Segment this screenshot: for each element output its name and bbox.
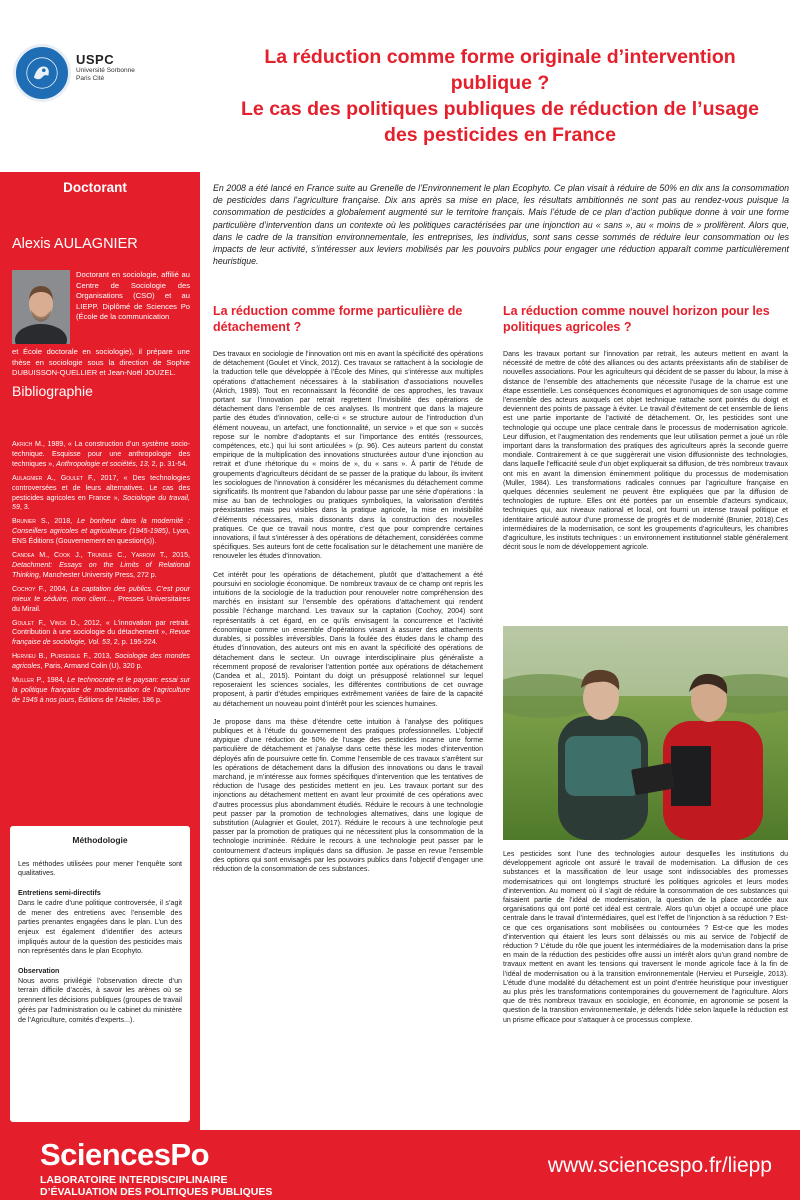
left-paragraph-2: Cet intérêt pour les opérations de détachement, plutôt que d’attachement a été poursuivi en sociologie économique. De nombreux travaux de ce champ ont repris les intuitions de la sociologie de la traduction pour renouveler notre compréhension des marchés en insistant sur l’ensemble des opérations d’attachement qui rendent possible l’échange marchand. Les travaux sur la captation (Cochoy, 2004) sont représentatifs à cet égard, en ce qu’ils envisagent la concurrence et l’activité économique comme un ensemble d’opérations visant à assurer des attachements durables, si possibles irréversibles. Dans la foulée des études dans le champ des études d’innovation, des auteurs ont mis en avant la spécificité des opérations de détachement dans le secteur. Un ouvrage interdisciplinaire plus généraliste a récemment proposé de revaloriser l’attention portée aux opérations de détachement (Candea et al., 2015). Pointant du doigt un présupposé relationnel sur lequel reposeraient les sciences sociales, les différentes contributions de cet ouvrage proposent, à partir d’études empiriques extrêmement variées de faire de la capacité au détachement un nouveau point d’intérêt pour les sciences humaines. [213,571,483,708]
biblio-post: , Éditions de l’Atelier, 186 p. [74,695,162,704]
bibliography-list [12,440,190,710]
biblio-authors: Hervieu B., Purseigle F. [12,652,89,661]
title-line-1: La réduction comme forme originale d’intervention [264,46,736,68]
sciencespo-logo: SciencesPo [40,1137,210,1172]
biblio-pre: , 2018, [47,517,78,526]
uspc-line2: Paris Cité [76,75,105,82]
left-column-heading: La réduction comme forme particulière de détachement ? [213,304,463,334]
biblio-pre: , 2017, « Des technologies controversées et de leurs alternatives. Le cas des pesticides agricoles en France », [12,473,191,502]
title-line-2: publique ? [450,72,550,94]
right-column-heading: La réduction comme nouvel horizon pour les politiques agricoles ? [503,304,770,334]
biblio-post: , Presses Universitaires du Mirail. [12,594,190,613]
biblio-authors: Candea M., Cook J., Trundle C., Yarrow T. [12,551,166,560]
biblio-title: Detachment: Essays on the Limits of Relational Thinking [12,560,190,579]
biblio-post: , 3. [19,503,30,512]
biblio-title: La captation des publics. C’est pour mieux te séduire, mon client… [12,584,190,603]
biblio-title: Sociologie des mondes agricoles [12,652,190,671]
author-bio-part2: et École doctorale en sociologie), il prépare une thèse en sociologie sous la direction de Sophie DUBUISSON-QUELLIER et Jean-Noël JOUZEL. [12,347,190,377]
biblio-entry [12,440,190,470]
uspc-mark: USPC [76,52,115,67]
title-line-3: Le cas des politiques publiques de réduction de l’usage [241,98,759,120]
biblio-title: Revue française de sociologie, Vol. 53 [12,628,190,647]
biblio-post: , 2, p. 195-224. [109,638,158,647]
intro-paragraph: En 2008 a été lancé en France suite au Grenelle de l’Environnement le plan Ecophyto. Ce plan visait à réduire de 50% en dix ans la consommation de pesticides dans l’agriculture française. Dix ans après sa mise en place, les résultats ambitionnés ne sont pas au rendez-vous puisque la consommation de pesticides a globalement augmenté sur le territoire français. Mais l’étude de ce plan d’action publique donne à voir une forme particulière d’intervention dans un contexte où les politiques caractérisées par une injonction au « sans », au « moins de » prolifèrent. Alors que, dans le cadre de la transition environnementale, les entreprises, les individus, sont sans cesse sommés de réduire leur consommation ou les impacts de leur activité, s’intéresser aux leviers mobilisés par les pouvoirs publics pour engager une réduction apparaît comme particulièrement heuristique. [213,183,789,267]
poster-header [0,0,800,172]
seal-icon [16,47,68,99]
biblio-post: , Lyon, ENS Éditions (Gouvernement en question(s)). [12,527,190,546]
methodology-sub-interviews: Entretiens semi-directifs [18,889,101,898]
left-column-body [213,350,483,883]
biblio-pre: , 2012, « L’innovation par retrait. Contribution à une sociologie du détachement », [12,618,190,637]
biblio-pre: , 2015, [165,551,190,560]
poster-footer [0,1130,800,1200]
biblio-post: , 2, p. 31-54. [147,459,188,468]
title-line-4: des pesticides en France [384,124,616,146]
biblio-authors: Brunier S. [12,517,48,526]
farmers-photo [503,626,788,840]
author-sidebar [0,172,200,1130]
biblio-authors: Akrich M. [12,440,43,448]
right-paragraph-1: Dans les travaux portant sur l’innovation par retrait, les auteurs mettent en avant la nécessité de mettre de côté des alliances ou des actants préexistants afin de stabiliser de nouvelles associations. Pour les agriculteurs qui décident de se passer du labour, la mise à distance de l’ensemble des attachements que nécessite l’usage de la charrue est une étape essentielle. Les conséquences économiques et agronomiques de son usage comme l’ensemble des acteurs auxquels cet objet technique rattache sont pointés du doigt et deviennent des points de passage à éviter. Le travail d’évitement de cet ensemble de liens est une partie importante de l’activité de détachement. Or, les pesticides sont une technologie qui occupe une place centrale dans le processus de modernisation agricole. Leur diffusion, et l’augmentation des rendements que leur utilisation permet a joué un rôle important dans la transformation des pratiques des agriculteurs après la seconde guerre mondiale. Contrairement à ce que suggèrerait une vision diffusionniste des technologies, dans laquelle l’efficacité seule d’un objet expliquerait sa diffusion, de très nombreux travaux ont mis en avant la dimension éminemment politique du processus de modernisation (Muller, 1984). Les transformations radicales connues par l’agriculture française en quelques décennies seulement ne peuvent être expliquées que par la diffusion de technologies de rupture. Elles ont été portées par un ensemble d’acteurs syndicaux, techniques qui, aux niveaux national et local, ont fourni un intense travail politique et identitaire articulé autour d’une promesse de progrès et de modernité (Brunier, 2018).Ces intermédiaires de la modernisation, ce sont les groupements d’agriculteurs, les chambres d’agriculture, les instituts techniques : un environnement institutionnel stable généralement décrit sous le nom de développement agricole. [503,351,788,552]
poster-title [200,44,800,148]
left-paragraph-1: Des travaux en sociologie de l’innovation ont mis en avant la spécificité des opérations de détachement (Goulet et Vinck, 2012). Ces travaux se rattachent à la sociologie de la traduction telle que développée à l’École des Mines, qui s’intéresse aux multiples opérations d’attachement nécessaires à la stabilisation d’associations nouvelles (Akrich, 1989). Tout en reconnaissant la fécondité de ces approches, les travaux portant sur l’innovation par retrait regrettent l’invisibilité des opérations de détachement dans l’ensemble de ces analyses. Ils montrent que dans la majeure partie des études d’innovation, celle-ci « se structure autour de l’introduction d’un élément nouveau, un artefact, une fonctionnalité, un service » et que son « succès repose sur le nombre d’adoptants et sur l’importance des entités (ressources, compétences, etc.) qui lui sont articulées » (p. 96). Ces auteurs partent du constat empirique de la multiplication des innovations structurées autour d’une injonction au retrait et d’une rhétorique du « moins de », du « sans ». À partir de l’étude de groupements d’agriculteurs décidant de se passer de la pratique du labour, ils invitent les sociologues de l’innovation à considérer les mécanismes du détachement comme significatifs. Ils montrent que l’abandon du labour passe par une série d’opérations : la mise au ban de technologies ou pratiques symboliques, la valorisation d’entités préexistantes mais peu visibles dans la pratique agricole, la mise en invisibilité d’éléments nécessaires, mais dissonants dans la construction des nouvelles pratiques. Ce que ce travail nous montre, c’est que pour comprendre certaines innovations, il faut s’intéresser à des opérations de détachement, considérées comme spécifiques. Ses auteurs font de cette focalisation sur le détachement une manière de renouveler les études d’innovation. [213,351,483,561]
methodology-text-interviews: Dans le cadre d’une politique controversée, il s’agit de mener des entretiens avec l’ensemble des parties prenantes engagées dans le plan. L’un des enjeux est également d’identifier des acteurs impliqués autour de la question des pesticides mais non représentés dans le plan Ecophyto. [18,898,182,956]
biblio-authors: Muller P. [12,676,43,685]
biblio-entry [12,585,190,615]
right-column-body-top [503,350,788,561]
investissements-avenir-logo [13,44,71,102]
biblio-title: Sociologie du travail, 59 [12,493,190,512]
author-name: Alexis AULAGNIER [12,236,138,252]
biblio-entry [12,551,190,581]
biblio-authors: Cochoy F. [12,584,45,593]
uspc-logo [76,52,166,83]
right-column-body-bottom [503,850,788,1034]
author-photo [12,270,70,344]
lab-name-line2: D’ÉVALUATION DES POLITIQUES PUBLIQUES [40,1186,273,1198]
uspc-line1: Université Sorbonne [76,67,135,74]
biblio-entry [12,676,190,706]
right-paragraph-2: Les pesticides sont l’une des technologies autour desquelles les institutions du développement agricole ont assuré le travail de modernisation. La diffusion de ces substances et la massification de leur usage sont indissociables des promesses modernisatrices qui ont longtemps structuré les politiques agricoles et leurs modes d’intervention. Au moment où il s’agit de réduire la consommation de ces substances qui faisaient partie de l’idéal de modernisation, la question de la place accordée aux organisations qui ont porté cet idéal est centrale. Alors qu’un objet a occupé une place centrale dans le travail d’intermédiaires, quel est l’effet de l’injonction à sa réduction ? Est-ce que ces organisations sont mobilisées ou contournées ? Est-ce que les modes d’intervention qui étaient les leurs sont délaissés ou mis au service de l’objectif de réduction ? L’étude du rôle que jouent les intermédiaires de la modernisation dans la prise en main de la réduction des pesticides offre aussi un intérêt alors qu’un grand nombre de travaux mettent en avant les tensions qui traversent le monde agricole face à la fin de l’idéal de modernisation ou à la transition environnementale (Hervieu et Purseigle, 2013). L’étude d’une modalité du détachement est un point d’entrée heuristique pour investiguer au plus près les transformations contemporaines du gouvernement de l’agriculture. Alors que de très nombreux travaux en sociologie, en économie, en agronomie se posent la question de la transition environnementale, je défends l’idée selon laquelle la réduction est un prisme efficace pour s’attaquer à ce processus complexe. [503,851,788,1024]
methodology-text-observation: Nous avons privilégié l’observation directe d’un terrain difficile d’accès, à savoir les arènes où se prennent les décisions publiques (groupes de travail gérés par l’administration ou le cabinet du ministère de l’Agriculture, comités d’experts...). [18,976,182,1024]
biblio-post: , Paris, Armand Colin (U), 320 p. [40,662,143,671]
biblio-authors: Aulagnier A., Goulet F. [12,473,94,482]
biblio-pre: , 2013, [88,652,115,661]
bibliography-heading: Bibliographie [12,383,93,399]
biblio-authors: Goulet F., Vinck D. [12,618,78,627]
biblio-title: Anthropologie et sociétés, 13 [56,459,148,468]
methodology-sub-observation: Observation [18,967,60,976]
methodology-heading: Méthodologie [72,835,128,845]
methodology-box [10,826,190,1122]
biblio-pre: , 2004, [44,584,71,593]
website-link[interactable]: www.sciencespo.fr/liepp [547,1154,772,1177]
biblio-title: Le bonheur dans la modernité : Conseillers agricoles et agriculteurs (1945-1985) [12,517,190,536]
biblio-entry [12,474,190,514]
biblio-pre: , 1989, « La construction d’un système socio-technique. Esquisse pour une anthropologie des techniques », [12,440,190,468]
biblio-pre: , 1984, [42,676,68,685]
author-role: Doctorant [63,180,127,195]
biblio-entry [12,517,190,547]
biblio-post: , Manchester University Press, 272 p. [38,570,157,579]
portrait-icon [12,270,70,344]
left-paragraph-3: Je propose dans ma thèse d’étendre cette intuition à l’analyse des politiques publiques et à l’étude du gouvernement des pratiques professionnelles. L’objectif atypique d’une réduction de 50% de l’usage des pesticides incarne une forme particulière de détachement et j’analyse dans cette thèse les modes d’intervention déployés afin de poursuivre cette fin. Comme l’ensemble de ces travaux s’arrêtent sur les opérations de détachement dans la diffusion des innovations ou dans le travail marchand, je m’intéresse aux formes spécifiques d’intervention que les tentatives de réduction de l’usage des pesticides mettent en jeu. Les travaux portant sur des injonctions au détachement mettent en avant leur proximité de ces opérations avec d’autres processus plus abondamment étudiés. Réduire le recours à une technologie peut passer par la promotion de technologies alternatives, dans une logique de substitution (Aulagnier et Goulet, 2017). Réduire le recours à une technologie peut passer par la promotion de pratiques qui ne nécessitent plus la consommation de la technologie incriminée. Réduire le recours à une technologie peut passer par le contournement d’acteurs impliqués dans sa diffusion. Je passe en revue l’ensemble des options qui sont envisagés par les pouvoirs publics dans l’objectif d’engager une réduction de la consommation de ces substances. [213,718,483,873]
farmers-field-image [503,626,788,840]
biblio-entry [12,652,190,672]
lab-name-line1: LABORATOIRE INTERDISCIPLINAIRE [40,1174,228,1186]
author-bio-part1: Doctorant en sociologie, affilié au Centre de Sociologie des Organisations (CSO) et au LIEPP. Diplômé de Sciences Po (École de la communication [76,270,190,321]
methodology-intro: Les méthodes utilisées pour mener l’enquête sont qualitatives. [18,859,182,878]
biblio-title: Le technocrate et le paysan: essai sur la politique française de modernisation de l’agriculture de 1945 à nos jours [12,676,191,704]
biblio-entry [12,619,190,649]
